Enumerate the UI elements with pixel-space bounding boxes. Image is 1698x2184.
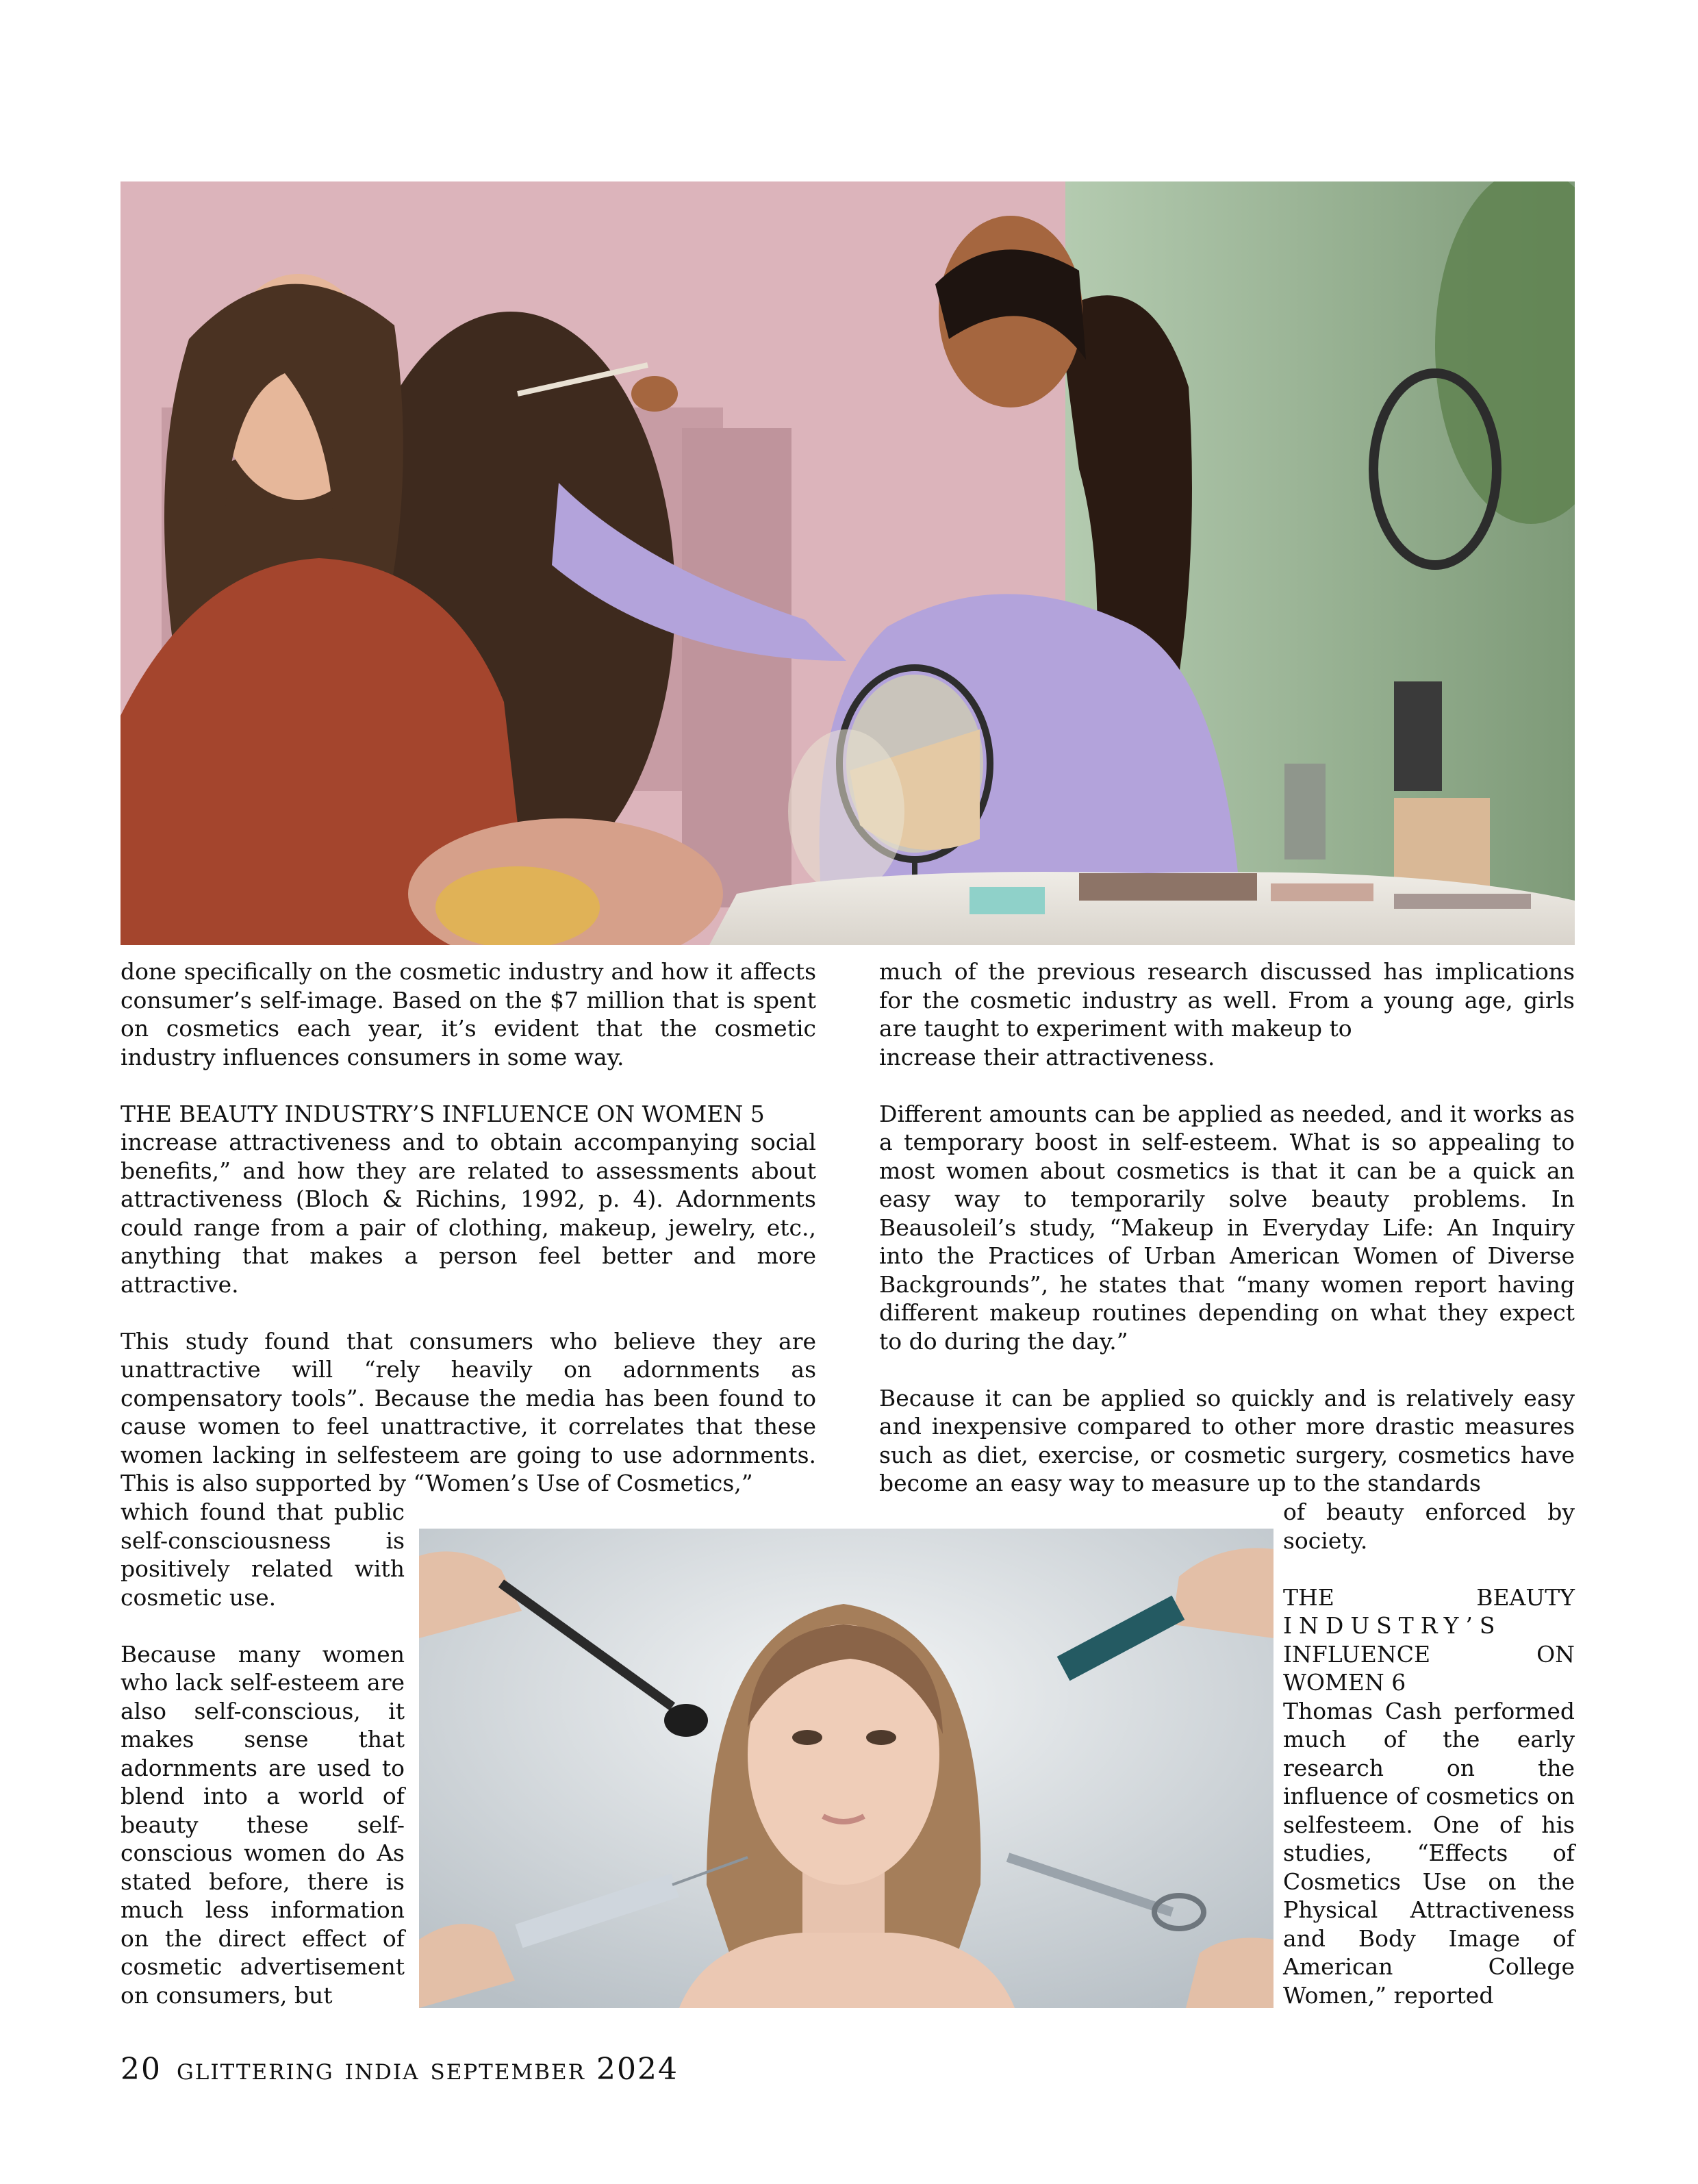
right-running-head-line-4: WOMEN 6: [1283, 1669, 1406, 1696]
page-footer: [121, 2052, 679, 2087]
right-paragraph-1-line: increase their attractiveness.: [879, 1043, 1215, 1070]
left-paragraph-3: This study found that consumers who believe they are unattractive will “rely heavily on adornments as compensatory tools”. Because the media has been found to cause women to feel unattractive, it correlates that these women lacking in selfesteem are going to use adornments. This is also supported by “Women’s Use of Cosmetics,”: [121, 1327, 816, 1496]
hero-photo: [121, 181, 1575, 945]
inset-photo: [419, 1529, 1274, 2008]
left-paragraph-2: increase attractiveness and to obtain accompanying social benefits,” and how they are related to assessments about attractiveness (Bloch & Richins, 1992, p. 4). Adornments could range from a pair of clothing, makeup, jewelry, etc., anything that makes a person feel better and more attractive.: [121, 1129, 816, 1298]
right-running-head-line-3: INFLUENCE ON: [1283, 1640, 1575, 1668]
right-paragraph-3: Because it can be applied so quickly and is relatively easy and inexpensive compared to other more drastic measures such as diet, exercise, or cosmetic surgery, cosmetics have become an easy way to measure up to the standards: [879, 1384, 1575, 1496]
left-column-narrow: [121, 1498, 405, 2009]
magazine-issue: glittering india september 2024: [177, 2052, 679, 2087]
hero-photo-illustration: [121, 181, 1575, 945]
right-paragraph-3-continued: of beauty enforced by society.: [1283, 1498, 1575, 1554]
right-column-narrow: [1283, 1498, 1575, 2009]
right-running-head-line-2: INDUSTRY’S: [1283, 1612, 1502, 1639]
left-column: [121, 957, 816, 1498]
inset-photo-illustration: [419, 1529, 1274, 2008]
left-paragraph-1: done specifically on the cosmetic industry and how it affects consumer’s self-image. Based on the $7 million that is spent on cosmetics each year, it’s evident that the cosmetic industry influences consumers in some way.: [121, 958, 816, 1070]
right-running-head-line-1: THE BEAUTY: [1283, 1583, 1575, 1611]
page-number: 20: [121, 2052, 162, 2087]
right-paragraph-1: much of the previous research discussed has implications for the cosmetic industry as well. From a young age, girls are taught to experiment with makeup to: [879, 958, 1575, 1042]
right-column: [879, 957, 1575, 1498]
right-paragraph-2: Different amounts can be applied as needed, and it works as a temporary boost in self-esteem. What is so appealing to most women about cosmetics is that it can be a quick an easy way to temporarily solve beauty problems. In Beausoleil’s study, “Makeup in Everyday Life: An Inquiry into the Practices of Urban American Women of Diverse Backgrounds”, he states that “many women report having different makeup routines depending on what they expect to do during the day.”: [879, 1100, 1575, 1355]
left-paragraph-3-continued: which found that public self-consciousness is positively related with cosmetic use.: [121, 1498, 405, 1611]
left-paragraph-4: Because many women who lack self-esteem are also self-conscious, it makes sense that adornments are used to blend into a world of beauty these self-conscious women do As stated before, there is much less information on the direct effect of cosmetic advertisement on consumers, but: [121, 1640, 405, 2009]
right-paragraph-4: Thomas Cash performed much of the early research on the influence of cosmetics on selfesteem. One of his studies, “Effects of Cosmetics Use on the Physical Attractiveness and Body Image of American College Women,” reported: [1283, 1697, 1575, 2009]
left-running-head: THE BEAUTY INDUSTRY’S INFLUENCE ON WOMEN 5: [121, 1100, 765, 1127]
